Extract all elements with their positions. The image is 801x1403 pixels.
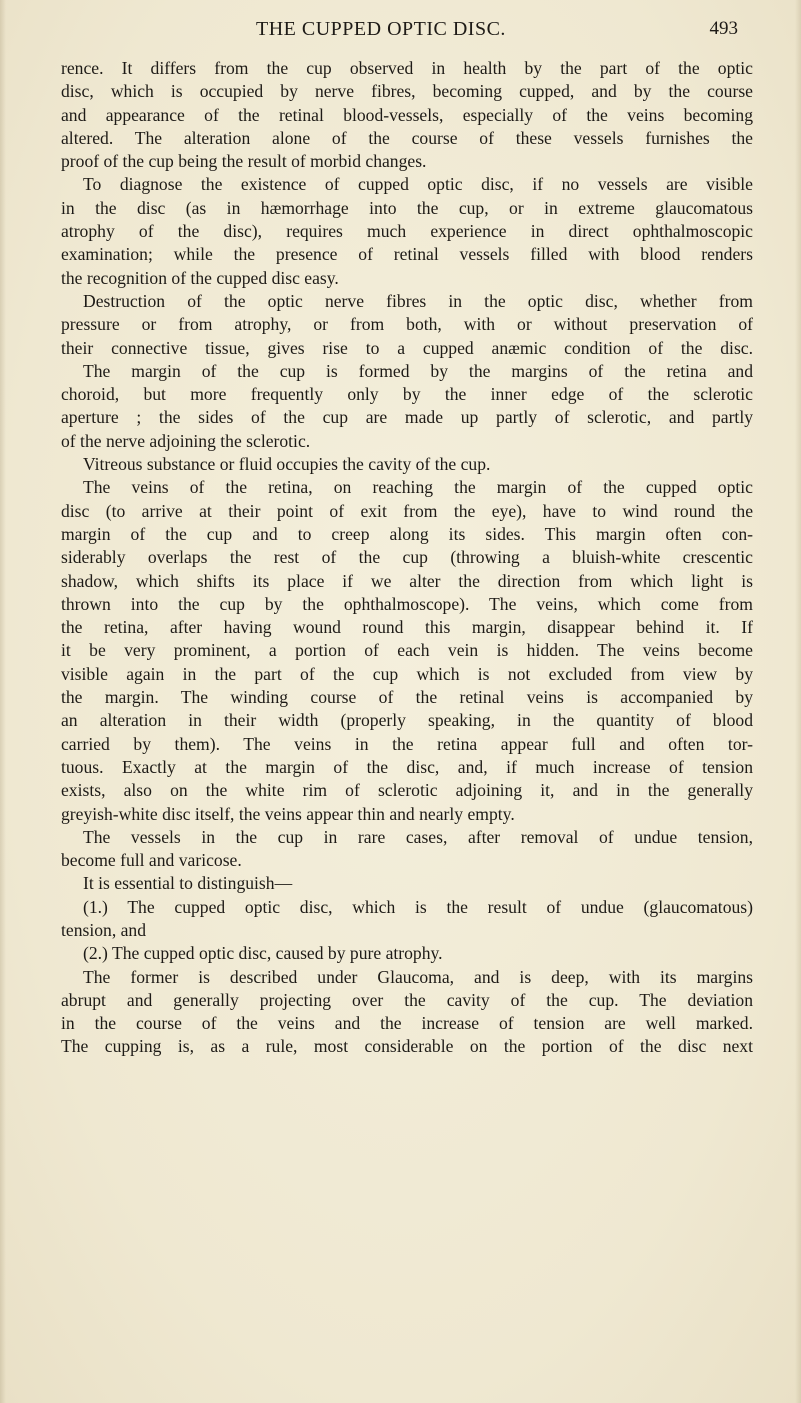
text-line: become full and varicose. [61, 850, 242, 871]
page-edge-shadow-left [0, 0, 6, 1403]
text-line: siderably overlaps the rest of the cup (throwing a bluish-white crescentic [61, 547, 753, 568]
text-line: of the nerve adjoining the sclerotic. [61, 430, 311, 451]
text-line: (1.) The cupped optic disc, which is the result of undue (glaucomatous) [83, 896, 753, 917]
text-line: an alteration in their width (properly speaking, in the quantity of blood [61, 710, 753, 731]
text-line: altered. The alteration alone of the course of these vessels furnishes the [61, 127, 753, 148]
text-line: The veins of the retina, on reaching the margin of the cupped optic [83, 477, 753, 498]
text-line: To diagnose the existence of cupped optic disc, if no vessels are visible [83, 174, 753, 195]
running-head: THE CUPPED OPTIC DISC. [256, 18, 506, 40]
text-line: carried by them). The veins in the retina appear full and often tor- [61, 733, 753, 754]
text-line: disc (to arrive at their point of exit from the eye), have to wind round the [61, 500, 753, 521]
text-line: Destruction of the optic nerve fibres in the optic disc, whether from [83, 290, 753, 311]
text-line: and appearance of the retinal blood-vessels, especially of the veins becoming [61, 104, 753, 125]
text-line: pressure or from atrophy, or from both, with or without preservation of [61, 314, 753, 335]
page-edge-shadow-right [795, 0, 801, 1403]
text-line: The former is described under Glaucoma, and is deep, with its margins [83, 966, 753, 987]
text-line: shadow, which shifts its place if we alter the direction from which light is [61, 570, 753, 591]
text-line: Vitreous substance or fluid occupies the cavity of the cup. [83, 454, 491, 475]
text-line: the retina, after having wound round this margin, disappear behind it. If [61, 617, 753, 638]
text-line: disc, which is occupied by nerve fibres, becoming cupped, and by the course [61, 81, 753, 102]
text-line: It is essential to distinguish— [83, 873, 293, 894]
text-line: in the disc (as in hæmorrhage into the cup, or in extreme glaucomatous [61, 197, 753, 218]
text-line: the margin. The winding course of the retinal veins is accompanied by [61, 687, 753, 708]
page-header [60, 18, 750, 48]
text-line: The cupping is, as a rule, most considerable on the portion of the disc next [61, 1036, 753, 1057]
text-line: aperture ; the sides of the cup are made up partly of sclerotic, and partly [61, 407, 753, 428]
text-line: examination; while the presence of retinal vessels filled with blood renders [61, 244, 753, 265]
text-line: their connective tissue, gives rise to a cupped anæmic condition of the disc. [61, 337, 753, 358]
text-line: The margin of the cup is formed by the margins of the retina and [83, 360, 753, 381]
text-line: tuous. Exactly at the margin of the disc, and, if much increase of tension [61, 756, 753, 777]
text-line: The vessels in the cup in rare cases, after removal of undue tension, [83, 826, 753, 847]
text-line: margin of the cup and to creep along its sides. This margin often con- [61, 523, 753, 544]
text-line: (2.) The cupped optic disc, caused by pure atrophy. [83, 943, 443, 964]
text-line: exists, also on the white rim of sclerotic adjoining it, and in the generally [61, 780, 753, 801]
text-line: tension, and [61, 919, 147, 940]
text-line: rence. It differs from the cup observed in health by the part of the optic [61, 58, 753, 78]
text-line: the recognition of the cupped disc easy. [61, 267, 339, 288]
page-number: 493 [709, 18, 738, 39]
text-line: proof of the cup being the result of morbid changes. [61, 151, 427, 172]
text-line: visible again in the part of the cup which is not excluded from view by [61, 663, 753, 684]
text-line: it be very prominent, a portion of each vein is hidden. The veins become [61, 640, 753, 661]
text-line: atrophy of the disc), requires much experience in direct ophthalmoscopic [61, 221, 753, 242]
text-line: abrupt and generally projecting over the cavity of the cup. The deviation [61, 989, 753, 1010]
body-text [61, 57, 753, 1059]
text-line: in the course of the veins and the increase of tension are well marked. [61, 1013, 753, 1034]
text-line: choroid, but more frequently only by the inner edge of the sclerotic [61, 384, 753, 405]
text-line: greyish-white disc itself, the veins appear thin and nearly empty. [61, 803, 515, 824]
text-line: thrown into the cup by the ophthalmoscope). The veins, which come from [61, 593, 753, 614]
